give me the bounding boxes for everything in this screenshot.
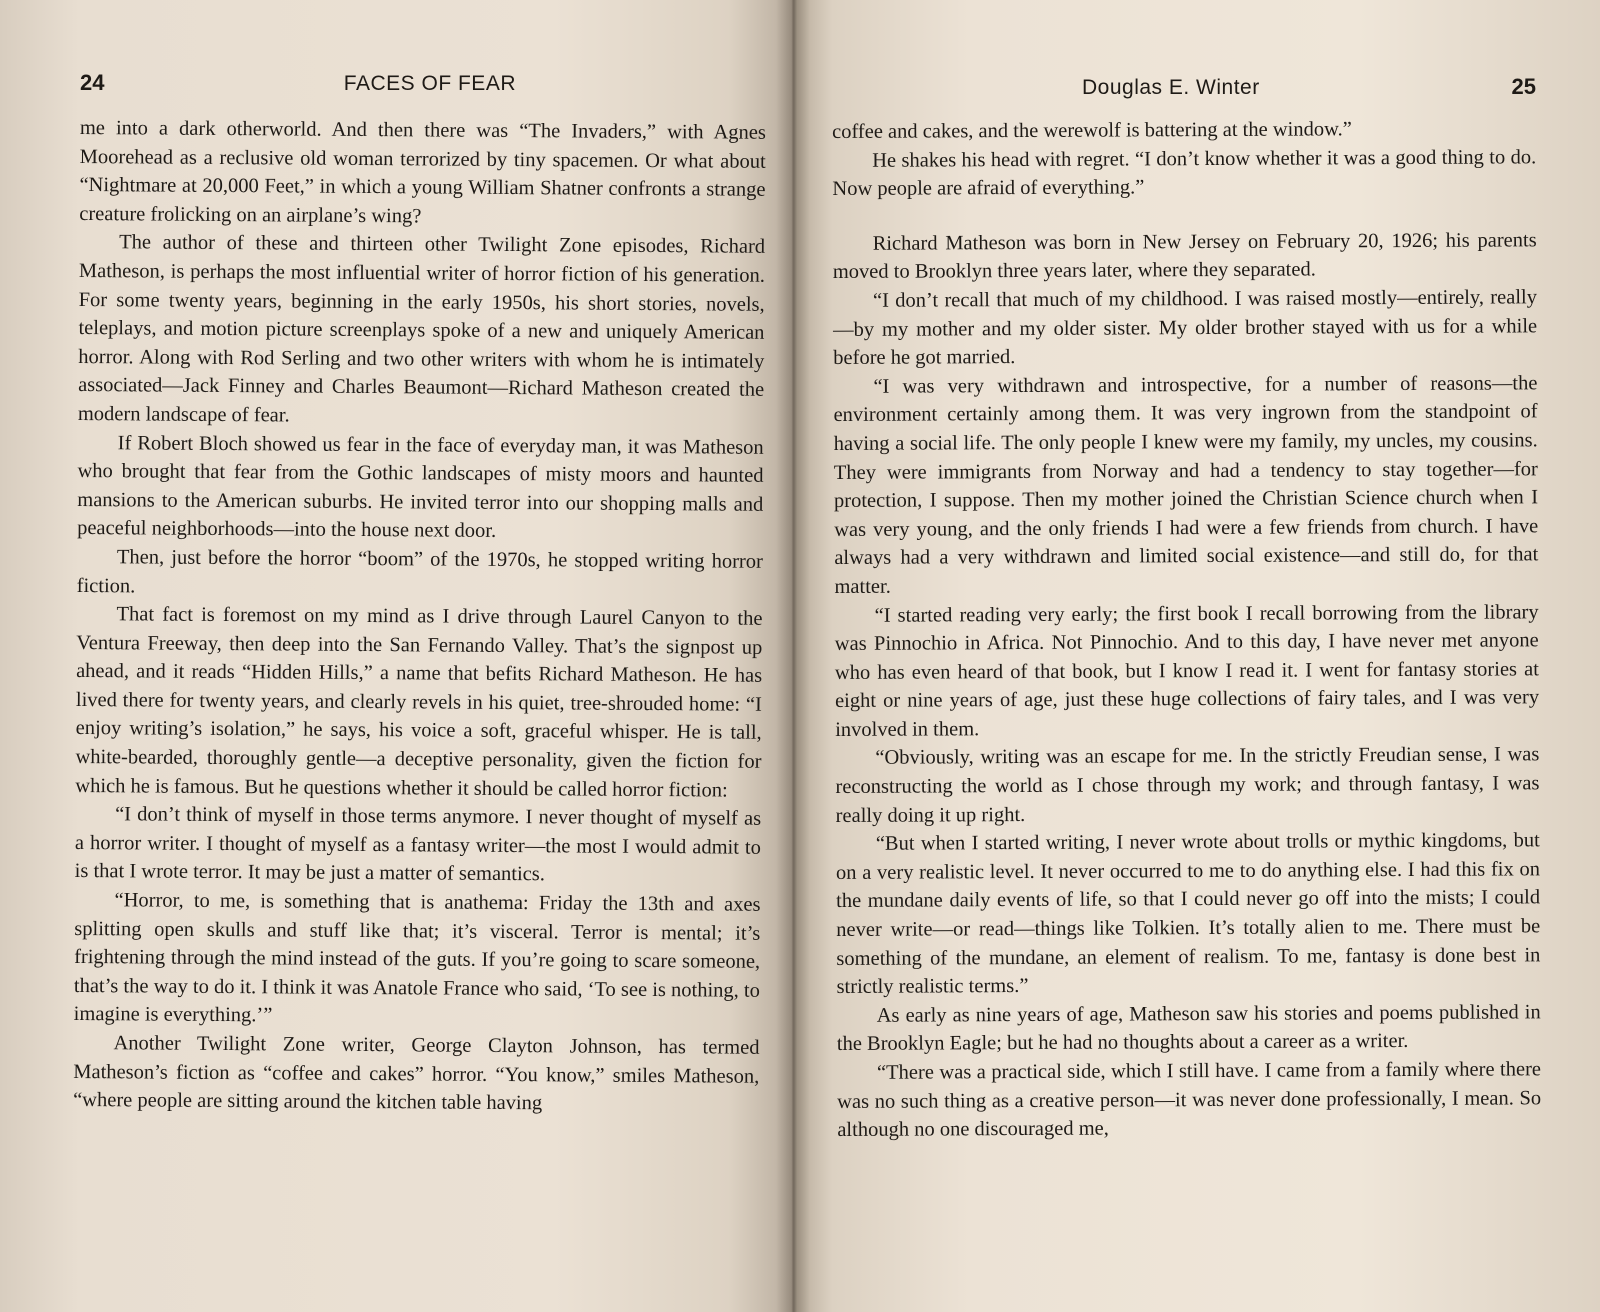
- left-page-header: [80, 70, 766, 102]
- paragraph: Then, just before the horror “boom” of the 1970s, he stopped writing horror fiction.: [76, 546, 763, 597]
- right-page-header: [832, 74, 1536, 106]
- paragraph: “There was a practical side, which I still have. I came from a family where there was no such thing as a creative person—it was never done professionally, I mean. So although no one discouraged me,: [837, 1058, 1542, 1142]
- paragraph: “Horror, to me, is something that is anathema: Friday the 13th and axes splitting open skulls and stuff like that; it’s visceral. Terror is mental; it’s frightening through the mind instead of the guts. If you’re going to scare someone, that’s the way to do it. I think it was Anatole France who said, ‘To see is nothing, to imagine is everything.’”: [73, 889, 761, 1027]
- paragraph: He shakes his head with regret. “I don’t know whether it was a good thing to do. Now people are afraid of everything.”: [832, 145, 1537, 201]
- paragraph: “Obviously, writing was an escape for me. In the strictly Freudian sense, I was reconstructing the world as I chose through my work; and through fantasy, I was really doing it up right.: [835, 743, 1540, 827]
- running-head-author: Douglas E. Winter: [1082, 76, 1260, 99]
- paragraph: Richard Matheson was born in New Jersey on February 20, 1926; his parents moved to Brooklyn three years later, where they separated.: [832, 229, 1537, 284]
- paragraph: me into a dark otherworld. And then there was “The Invaders,” with Agnes Moorehead as a reclusive old woman terrorized by tiny spacemen. Or what about “Nightmare at 20,000 Feet,” in which a young William Shatner confronts a strange creature frolicking on an airplane’s wing?: [79, 116, 766, 228]
- paragraph: “I started reading very early; the first book I recall borrowing from the library was Pinnochio in Africa. Not Pinnochio. And to this day, I have never met anyone who has even heard of that book, but I know I read it. I went for fantasy stories at eight or nine years of age, just these huge collections of fairy tales, and I was very involved in them.: [834, 600, 1540, 741]
- left-page: [0, 0, 792, 1312]
- paragraph: As early as nine years of age, Matheson saw his stories and poems published in the Brooklyn Eagle; but he had no thoughts about a career as a writer.: [836, 1001, 1541, 1056]
- paragraph: The author of these and thirteen other Twilight Zone episodes, Richard Matheson, is perhaps the most influential writer of horror fiction of his generation. For some twenty years, beginning in the early 1950s, his short stories, novels, teleplays, and motion picture screenplays spoke of a new and uniquely American horror. Along with Rod Serling and two other writers with whom he is intimately associated—Jack Finney and Charles Beaumont—Richard Matheson created the modern landscape of fear.: [77, 231, 766, 427]
- running-head-title: FACES OF FEAR: [343, 72, 516, 95]
- paragraph: Another Twilight Zone writer, George Clayton Johnson, has termed Matheson’s fiction as “coffee and cakes” horror. “You know,” smiles Matheson, “where people are sitting around the kitchen table having: [73, 1032, 760, 1115]
- left-page-body: [73, 114, 766, 1120]
- page-number: 24: [80, 70, 105, 95]
- paragraph: “I was very withdrawn and introspective, for a number of reasons—the environment certainly among them. It was very ingrown from the standpoint of having a social life. The only people I knew were my family, my uncles, my cousins. They were immigrants from Norway and had a tendency to stay together—for protection, I suppose. Then my mother joined the Christian Science church when I was very young, and the only friends I had were a few friends from church. I have always had a very withdrawn and limited social existence—and still do, for that matter.: [833, 372, 1539, 598]
- paragraph: If Robert Bloch showed us fear in the face of everyday man, it was Matheson who brought that fear from the Gothic landscapes of misty moors and haunted mansions to the American suburbs. He invited terror into our shopping malls and peaceful neighborhoods—into the house next door.: [77, 431, 764, 543]
- paragraph: coffee and cakes, and the werewolf is battering at the window.”: [832, 118, 1352, 143]
- right-page-body: [832, 114, 1541, 1144]
- paragraph: “But when I started writing, I never wrote about trolls or mythic kingdoms, but on a very realistic level. It never occurred to me to do anything else. I had this fix on the mundane daily events of life, so that I could never go off into the mists; I could never write—or read—things like Tolkien. It’s totally alien to me. There must be something of the mundane, an element of realism. To me, fantasy is done best in strictly realistic terms.”: [835, 829, 1541, 999]
- paragraph: “I don’t think of myself in those terms anymore. I never thought of myself as a horror writer. I thought of myself as a fantasy writer—the most I would admit to is that I wrote terror. It may be just a matter of semantics.: [74, 803, 762, 886]
- paragraph: That fact is foremost on my mind as I drive through Laurel Canyon to the Ventura Freeway, then deep into the San Fernando Valley. That’s the signpost up ahead, and it reads “Hidden Hills,” a name that befits Richard Matheson. He has lived there for twenty years, and clearly revels in his quiet, tree-shrouded home: “I enjoy writing’s isolation,” he says, his voice a soft, graceful whisper. He is tall, white-bearded, thoroughly gentle—a deceptive personality, given the fiction for which he is famous. But he questions whether it should be called horror fiction:: [75, 603, 763, 802]
- right-page: [792, 0, 1600, 1312]
- paragraph: “I don’t recall that much of my childhood. I was raised mostly—entirely, really—by my mother and my older sister. My older brother stayed with us for a while before he got married.: [833, 286, 1538, 370]
- page-number: 25: [1511, 74, 1536, 99]
